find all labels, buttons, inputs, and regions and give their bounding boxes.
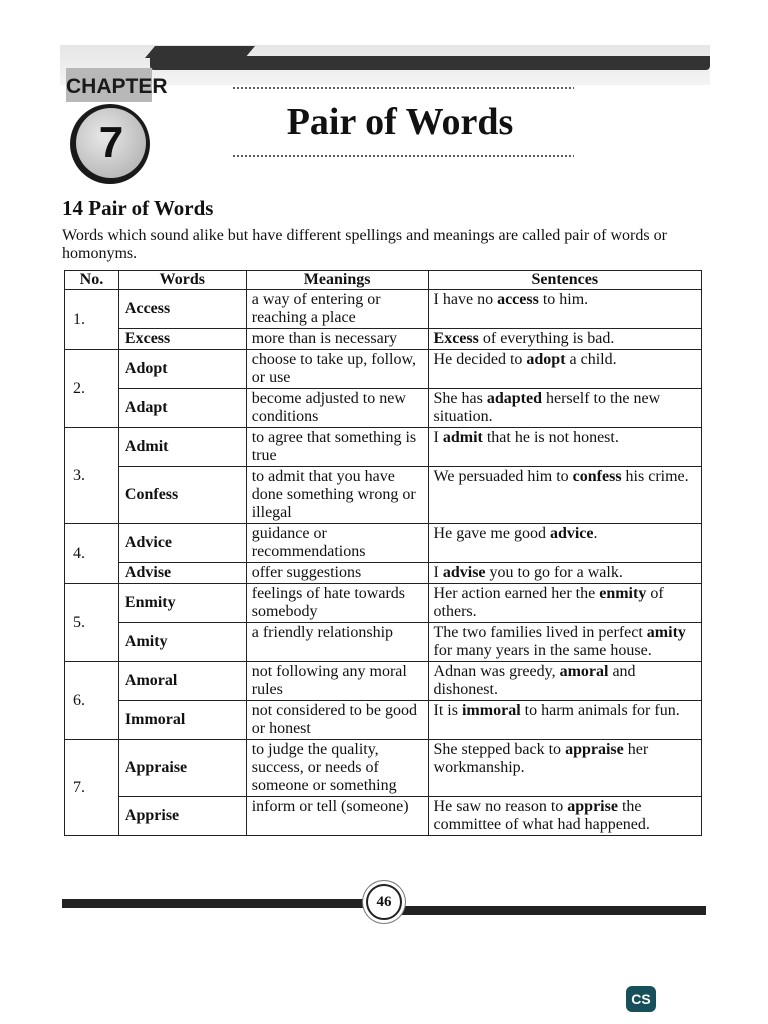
sentence-keyword: adopt xyxy=(526,351,566,368)
sentence-keyword: Excess xyxy=(433,330,479,347)
meaning-cell: to agree that something is true xyxy=(246,428,428,467)
page-title: Pair of Words xyxy=(286,101,514,143)
chapter-number: 7 xyxy=(76,108,146,178)
sentence-keyword: admit xyxy=(442,429,483,446)
header-band-slant xyxy=(145,46,255,58)
table-row xyxy=(65,740,702,797)
meaning-cell: inform or tell (someone) xyxy=(246,797,428,836)
sentence-cell xyxy=(428,797,701,836)
sentence-keyword: enmity xyxy=(599,585,647,602)
chapter-badge xyxy=(66,68,168,180)
sentence-cell xyxy=(428,584,701,623)
sentence-text: . xyxy=(593,525,598,542)
pair-of-words-table xyxy=(64,270,702,836)
sentence-text: to harm animals for fun. xyxy=(520,702,680,719)
sentence-cell xyxy=(428,740,701,797)
word-cell: Adapt xyxy=(118,389,246,428)
title-dotted-rule-top xyxy=(232,86,574,91)
sentence-keyword: advise xyxy=(442,564,486,581)
sentence-cell xyxy=(428,563,701,584)
meaning-cell: feelings of hate towards somebody xyxy=(246,584,428,623)
header-band xyxy=(150,56,710,70)
sentence-text: of others. xyxy=(433,585,664,620)
header-no: No. xyxy=(65,271,119,290)
header-meanings: Meanings xyxy=(246,271,428,290)
sentence-keyword: confess xyxy=(572,468,622,485)
header-words: Words xyxy=(118,271,246,290)
row-number: 6. xyxy=(65,662,119,740)
word-cell: Adopt xyxy=(118,350,246,389)
meaning-cell: a friendly relationship xyxy=(246,623,428,662)
sentence-text: He gave me good xyxy=(433,525,550,542)
sentence-keyword: adapted xyxy=(486,390,542,407)
table-row xyxy=(65,623,702,662)
meaning-cell: not considered to be good or honest xyxy=(246,701,428,740)
sentence-text: I xyxy=(433,564,443,581)
page-number: 46 xyxy=(366,884,402,920)
table-row xyxy=(65,701,702,740)
table-row xyxy=(65,797,702,836)
row-number: 2. xyxy=(65,350,119,428)
meaning-cell: become adjusted to new conditions xyxy=(246,389,428,428)
sentence-text: a child. xyxy=(565,351,617,368)
meaning-cell: choose to take up, follow, or use xyxy=(246,350,428,389)
table-row xyxy=(65,662,702,701)
sentence-cell xyxy=(428,290,701,329)
table-row xyxy=(65,524,702,563)
row-number: 3. xyxy=(65,428,119,524)
table-row xyxy=(65,428,702,467)
sentence-text: for many years in the same house. xyxy=(433,642,652,659)
word-cell: Access xyxy=(118,290,246,329)
sentence-text: She has xyxy=(433,390,487,407)
footer-bar-right xyxy=(400,906,706,915)
sentence-text: I xyxy=(433,429,443,446)
word-cell: Advise xyxy=(118,563,246,584)
sentence-text: Her action earned her the xyxy=(433,585,600,602)
meaning-cell: guidance or recommendations xyxy=(246,524,428,563)
title-dotted-rule-bottom xyxy=(232,154,574,159)
table-row xyxy=(65,563,702,584)
word-cell: Appraise xyxy=(118,740,246,797)
table-row xyxy=(65,389,702,428)
section-heading: 14 Pair of Words xyxy=(62,196,214,220)
sentence-text: and dishonest. xyxy=(433,663,636,698)
camscanner-logo: CS xyxy=(626,986,656,1012)
meaning-cell: offer suggestions xyxy=(246,563,428,584)
sentence-text: his crime. xyxy=(621,468,689,485)
table-row xyxy=(65,467,702,524)
sentence-text: Adnan was greedy, xyxy=(433,663,560,680)
chapter-label: CHAPTER xyxy=(66,68,152,102)
word-cell: Amity xyxy=(118,623,246,662)
table-row xyxy=(65,584,702,623)
sentence-text: It is xyxy=(433,702,462,719)
word-cell: Amoral xyxy=(118,662,246,701)
sentence-keyword: advice xyxy=(549,525,594,542)
sentence-text: He decided to xyxy=(433,351,527,368)
header-sentences: Sentences xyxy=(428,271,701,290)
table-header-row xyxy=(65,271,702,290)
sentence-cell xyxy=(428,389,701,428)
sentence-text: that he is not honest. xyxy=(482,429,619,446)
sentence-text: of everything is bad. xyxy=(478,330,615,347)
word-cell: Apprise xyxy=(118,797,246,836)
word-cell: Confess xyxy=(118,467,246,524)
sentence-keyword: amoral xyxy=(559,663,609,680)
meaning-cell: to admit that you have done something wrong or illegal xyxy=(246,467,428,524)
sentence-keyword: appraise xyxy=(565,741,624,758)
row-number: 5. xyxy=(65,584,119,662)
sentence-text: She stepped back to xyxy=(433,741,566,758)
table-row xyxy=(65,329,702,350)
sentence-text: I have no xyxy=(433,291,498,308)
sentence-text: the committee of what had happened. xyxy=(433,798,650,833)
sentence-text: herself to the new situation. xyxy=(433,390,661,425)
word-cell: Advice xyxy=(118,524,246,563)
sentence-cell xyxy=(428,350,701,389)
table-row xyxy=(65,290,702,329)
sentence-cell xyxy=(428,701,701,740)
word-cell: Enmity xyxy=(118,584,246,623)
row-number: 7. xyxy=(65,740,119,836)
word-cell: Admit xyxy=(118,428,246,467)
sentence-cell xyxy=(428,428,701,467)
sentence-cell xyxy=(428,467,701,524)
footer-bar-left xyxy=(62,899,367,908)
word-cell: Immoral xyxy=(118,701,246,740)
word-cell: Excess xyxy=(118,329,246,350)
sentence-cell xyxy=(428,329,701,350)
sentence-text: He saw no reason to xyxy=(433,798,568,815)
sentence-keyword: access xyxy=(497,291,539,308)
sentence-cell xyxy=(428,524,701,563)
row-number: 4. xyxy=(65,524,119,584)
sentence-text: to him. xyxy=(538,291,589,308)
intro-paragraph: Words which sound alike but have different spellings and meanings are called pair of words or homonyms. xyxy=(62,227,667,262)
table-body xyxy=(65,290,702,836)
sentence-cell xyxy=(428,623,701,662)
sentence-text: her workmanship. xyxy=(433,741,649,776)
sentence-keyword: apprise xyxy=(567,798,618,815)
sentence-keyword: amity xyxy=(646,624,686,641)
sentence-text: The two families lived in perfect xyxy=(433,624,647,641)
meaning-cell: a way of entering or reaching a place xyxy=(246,290,428,329)
meaning-cell: more than is necessary xyxy=(246,329,428,350)
sentence-text: We persuaded him to xyxy=(433,468,573,485)
sentence-text: you to go for a walk. xyxy=(485,564,623,581)
meaning-cell: to judge the quality, success, or needs of someone or something xyxy=(246,740,428,797)
row-number: 1. xyxy=(65,290,119,350)
sentence-cell xyxy=(428,662,701,701)
table-row xyxy=(65,350,702,389)
sentence-keyword: immoral xyxy=(461,702,521,719)
meaning-cell: not following any moral rules xyxy=(246,662,428,701)
